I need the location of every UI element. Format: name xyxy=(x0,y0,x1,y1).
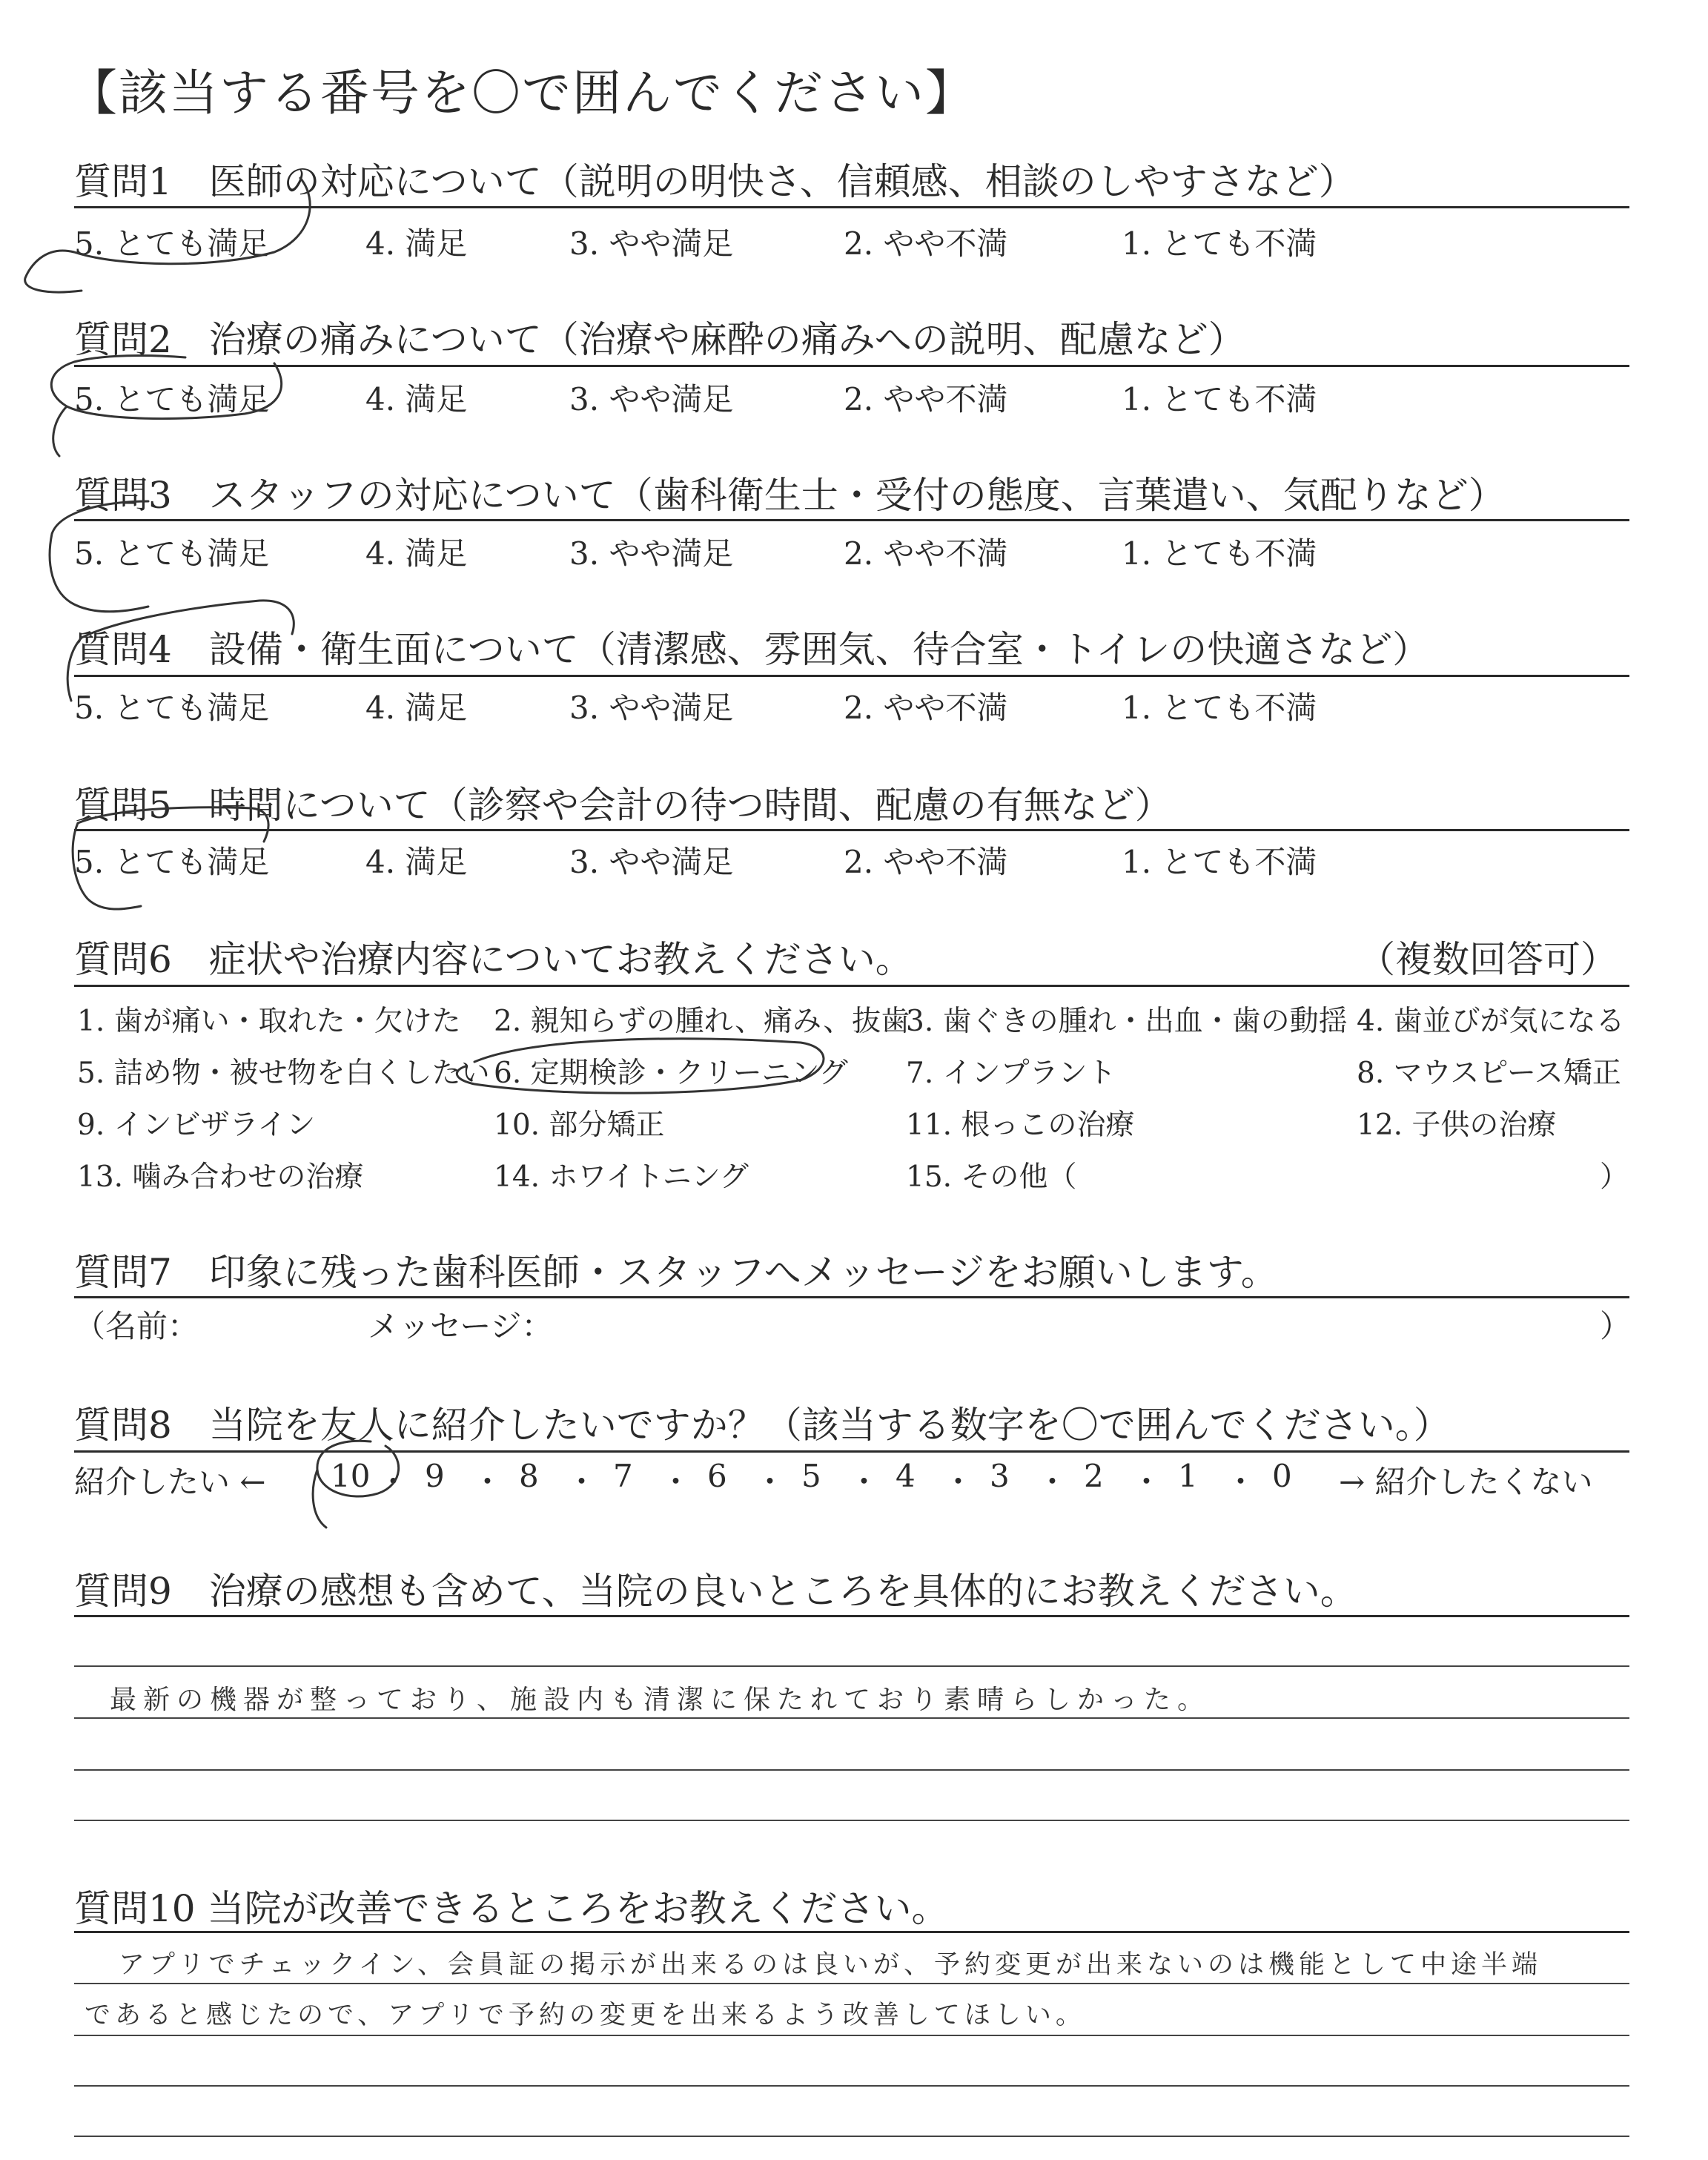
recommend-right-label: → 紹介したくない xyxy=(1339,1464,1593,1500)
question-title: 質問7 印象に残った歯科医師・スタッフへメッセージをお願いします。 xyxy=(74,1251,1278,1294)
rating-option-2[interactable]: 2. やや不満 xyxy=(844,381,1008,417)
handwritten-answer-line-1: アプリでチェックイン、会員証の掲示が出来るのは良いが、予約変更が出来ないのは機能として中途半端 xyxy=(119,1950,1543,1980)
scale-separator: ・ xyxy=(1225,1464,1257,1500)
rating-option-4[interactable]: 4. 満足 xyxy=(365,535,468,572)
symptom-option-9[interactable]: 9. インビザライン xyxy=(77,1109,316,1142)
scale-value-8[interactable]: 8 xyxy=(519,1458,539,1494)
rating-option-3[interactable]: 3. やや満足 xyxy=(569,381,734,417)
page-header: 【該当する番号を〇で囲んでください】 xyxy=(68,65,976,122)
symptom-option-4[interactable]: 4. 歯並びが気になる xyxy=(1357,1005,1625,1038)
scale-value-7[interactable]: 7 xyxy=(613,1458,633,1494)
rating-option-2[interactable]: 2. やや不満 xyxy=(844,225,1008,262)
scale-value-1[interactable]: 1 xyxy=(1178,1458,1198,1494)
scale-value-0[interactable]: 0 xyxy=(1272,1458,1292,1494)
multiple-answer-note: （複数回答可） xyxy=(1358,938,1618,981)
scale-value-9[interactable]: 9 xyxy=(425,1458,445,1494)
symptom-option-3[interactable]: 3. 歯ぐきの腫れ・出血・歯の動揺 xyxy=(906,1005,1348,1038)
rating-option-2[interactable]: 2. やや不満 xyxy=(844,844,1008,880)
scale-separator: ・ xyxy=(1036,1464,1068,1500)
rating-option-3[interactable]: 3. やや満足 xyxy=(569,225,734,262)
symptom-option-1[interactable]: 1. 歯が痛い・取れた・欠けた xyxy=(77,1005,461,1038)
rating-option-1[interactable]: 1. とても不満 xyxy=(1122,381,1317,417)
question-title: 質問5 時間について（診察や会計の待つ時間、配慮の有無など） xyxy=(74,784,1172,827)
symptom-option-7[interactable]: 7. インプラント xyxy=(906,1057,1116,1090)
rating-option-5[interactable]: 5. とても満足 xyxy=(74,844,270,880)
rating-option-4[interactable]: 4. 満足 xyxy=(365,381,468,417)
rating-option-4[interactable]: 4. 満足 xyxy=(365,225,468,262)
rating-option-5[interactable]: 5. とても満足 xyxy=(74,381,270,417)
symptom-option-6[interactable]: 6. 定期検診・クリーニング xyxy=(494,1057,848,1090)
rating-option-3[interactable]: 3. やや満足 xyxy=(569,690,734,726)
question-title: 質問9 治療の感想も含めて、当院の良いところを具体的にお教えください。 xyxy=(74,1570,1357,1613)
question-title: 質問1 医師の対応について（説明の明快さ、信頼感、相談のしやすさなど） xyxy=(74,160,1356,203)
question-title: 質問6 症状や治療内容についてお教えください。 xyxy=(74,938,913,981)
symptom-option-12[interactable]: 12. 子供の治療 xyxy=(1357,1109,1557,1142)
rating-option-1[interactable]: 1. とても不満 xyxy=(1122,225,1317,262)
close-paren: ） xyxy=(1600,1308,1632,1344)
rating-option-4[interactable]: 4. 満足 xyxy=(365,844,468,880)
scale-value-2[interactable]: 2 xyxy=(1084,1458,1104,1494)
name-label: （名前： xyxy=(74,1308,199,1344)
symptom-option-8[interactable]: 8. マウスピース矯正 xyxy=(1357,1057,1621,1090)
handwritten-answer-line-2: であると感じたので、アプリで予約の変更を出来るよう改善してほしい。 xyxy=(85,2001,1086,2030)
question-title: 質問10 当院が改善できるところをお教えください。 xyxy=(74,1887,949,1930)
rating-option-3[interactable]: 3. やや満足 xyxy=(569,535,734,572)
rating-option-1[interactable]: 1. とても不満 xyxy=(1122,690,1317,726)
rating-option-5[interactable]: 5. とても満足 xyxy=(74,690,270,726)
question-title: 質問2 治療の痛みについて（治療や麻酔の痛みへの説明、配慮など） xyxy=(74,318,1245,361)
question-title: 質問4 設備・衛生面について（清潔感、雰囲気、待合室・トイレの快適さなど） xyxy=(74,628,1430,671)
recommend-left-label: 紹介したい ← xyxy=(74,1464,266,1500)
scale-separator: ・ xyxy=(942,1464,974,1500)
other-close-paren: ） xyxy=(1600,1160,1629,1194)
question-title: 質問3 スタッフの対応について（歯科衛生士・受付の態度、言葉遣い、気配りなど） xyxy=(74,474,1506,517)
scale-separator: ・ xyxy=(377,1464,409,1500)
rating-option-4[interactable]: 4. 満足 xyxy=(365,690,468,726)
scale-separator: ・ xyxy=(754,1464,786,1500)
scale-value-3[interactable]: 3 xyxy=(990,1458,1010,1494)
rating-option-5[interactable]: 5. とても満足 xyxy=(74,535,270,572)
scale-value-5[interactable]: 5 xyxy=(801,1458,821,1494)
rating-option-5[interactable]: 5. とても満足 xyxy=(74,225,270,262)
scale-value-6[interactable]: 6 xyxy=(707,1458,727,1494)
question-title: 質問8 当院を友人に紹介したいですか？（該当する数字を〇で囲んでください。） xyxy=(74,1404,1451,1447)
scale-value-4[interactable]: 4 xyxy=(896,1458,916,1494)
rating-option-1[interactable]: 1. とても不満 xyxy=(1122,844,1317,880)
rating-option-2[interactable]: 2. やや不満 xyxy=(844,535,1008,572)
symptom-option-2[interactable]: 2. 親知らずの腫れ、痛み、抜歯 xyxy=(494,1005,910,1038)
rating-option-1[interactable]: 1. とても不満 xyxy=(1122,535,1317,572)
symptom-option-15[interactable]: 15. その他（ xyxy=(906,1160,1077,1194)
scale-separator: ・ xyxy=(566,1464,598,1500)
handwritten-answer: 最新の機器が整っており、施設内も清潔に保たれており素晴らしかった。 xyxy=(110,1685,1211,1715)
symptom-option-13[interactable]: 13. 噛み合わせの治療 xyxy=(77,1160,364,1194)
message-label: メッセージ： xyxy=(368,1308,553,1344)
scale-separator: ・ xyxy=(660,1464,692,1500)
scale-value-10[interactable]: 10 xyxy=(331,1458,371,1494)
scale-separator: ・ xyxy=(1131,1464,1162,1500)
scale-separator: ・ xyxy=(471,1464,503,1500)
rating-option-3[interactable]: 3. やや満足 xyxy=(569,844,734,880)
rating-option-2[interactable]: 2. やや不満 xyxy=(844,690,1008,726)
symptom-option-5[interactable]: 5. 詰め物・被せ物を白くしたい xyxy=(77,1057,490,1090)
symptom-option-14[interactable]: 14. ホワイトニング xyxy=(494,1160,749,1194)
symptom-option-11[interactable]: 11. 根っこの治療 xyxy=(906,1109,1135,1142)
symptom-option-10[interactable]: 10. 部分矯正 xyxy=(494,1109,665,1142)
scale-separator: ・ xyxy=(848,1464,880,1500)
